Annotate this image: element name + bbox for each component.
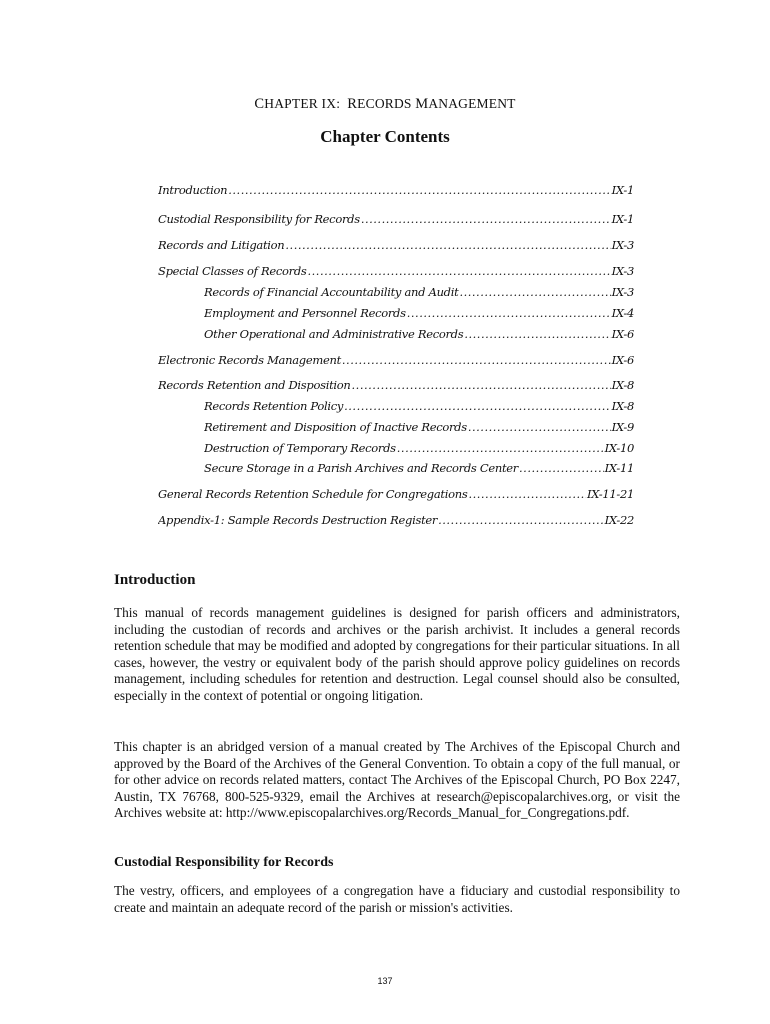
toc-leader-dots bbox=[342, 353, 611, 367]
toc-entry-page: IX-1 bbox=[611, 183, 634, 197]
toc-entry[interactable] bbox=[158, 238, 634, 254]
toc-entry-title: Appendix-1: Sample Records Destruction Register bbox=[158, 513, 438, 527]
toc-entry-title: Electronic Records Management bbox=[158, 353, 341, 367]
introduction-paragraph-1: This manual of records management guidelines is designed for parish officers and administrators, including the custodian of records and archives or the parish archivist. It includes a general records retention schedule that may be modified and adopted by congregations for their particular situations. In all cases, however, the vestry or equivalent body of the parish should approve policy guidelines on records management, including schedules for retention and destruction. Legal counsel should also be consulted, especially in the context of potential or ongoing litigation. bbox=[114, 605, 680, 703]
chapter-heading: CHAPTER IX: RECORDS MANAGEMENT bbox=[254, 96, 516, 112]
toc-leader-dots bbox=[361, 212, 611, 226]
custodial-paragraph-1: The vestry, officers, and employees of a congregation have a fiduciary and custodial responsibility to create and maintain an adequate record of the parish or mission's activities. bbox=[114, 883, 680, 915]
toc-entry-page: IX-4 bbox=[611, 306, 634, 320]
toc-subentry[interactable] bbox=[204, 461, 634, 477]
toc-entry-page: IX-22 bbox=[604, 513, 634, 527]
introduction-paragraph-2: This chapter is an abridged version of a manual created by The Archives of the Episcopal Church and approved by the Board of the Archives of the General Convention. To obtain a copy of the full manual, or for other advice on records related matters, contact The Archives of the Episcopal Church, PO Box 2247, Austin, TX 76768, 800-525-9329, email the Archives at research@episcopalarchives.org, or visit the Archives website at: http://www.episcopalarchives.org/Records_Manual_for_Congregations.pdf. bbox=[114, 739, 680, 821]
toc-entry-title: Destruction of Temporary Records bbox=[204, 441, 396, 455]
toc-entry-page: IX-8 bbox=[611, 399, 634, 413]
toc-entry-page: IX-11 bbox=[604, 461, 634, 475]
toc-entry[interactable] bbox=[158, 264, 634, 280]
toc-entry-page: IX-9 bbox=[611, 420, 634, 434]
toc-entry-page: IX-1 bbox=[611, 212, 634, 226]
toc-entry-page: IX-11-21 bbox=[587, 487, 634, 501]
toc-entry[interactable] bbox=[158, 353, 634, 369]
toc-leader-dots bbox=[307, 264, 610, 278]
toc-entry-page: IX-10 bbox=[604, 441, 634, 455]
toc-leader-dots bbox=[344, 399, 611, 413]
toc-entry-page: IX-6 bbox=[611, 353, 634, 367]
toc-entry-page: IX-8 bbox=[611, 378, 634, 392]
toc-entry[interactable] bbox=[158, 212, 634, 228]
toc-entry-title: Introduction bbox=[158, 183, 228, 197]
toc-leader-dots bbox=[464, 327, 610, 341]
toc-subentry[interactable] bbox=[204, 420, 634, 436]
toc-entry-title: Records Retention Policy bbox=[204, 399, 344, 413]
toc-entry-title: Records and Litigation bbox=[158, 238, 285, 252]
toc-leader-dots bbox=[407, 306, 611, 320]
toc-subentry[interactable] bbox=[204, 327, 634, 343]
contents-title: Chapter Contents bbox=[320, 127, 450, 146]
toc-entry-title: Employment and Personnel Records bbox=[204, 306, 406, 320]
toc-entry-title: Records Retention and Disposition bbox=[158, 378, 351, 392]
toc-entry-page: IX-6 bbox=[611, 327, 634, 341]
toc-leader-dots bbox=[459, 285, 610, 299]
toc-entry-title: Secure Storage in a Parish Archives and Records Center bbox=[204, 461, 519, 475]
toc-entry-page: IX-3 bbox=[611, 264, 634, 278]
toc-entry[interactable] bbox=[158, 487, 634, 503]
toc-leader-dots bbox=[468, 487, 586, 501]
toc-entry-title: Custodial Responsibility for Records bbox=[158, 212, 360, 226]
toc-leader-dots bbox=[352, 378, 611, 392]
introduction-heading: Introduction bbox=[114, 572, 196, 588]
toc-entry-title: Retirement and Disposition of Inactive Records bbox=[204, 420, 467, 434]
toc-leader-dots bbox=[285, 238, 610, 252]
toc-subentry[interactable] bbox=[204, 399, 634, 415]
toc-subentry[interactable] bbox=[204, 306, 634, 322]
toc-entry-title: General Records Retention Schedule for Congregations bbox=[158, 487, 468, 501]
toc-subentry[interactable] bbox=[204, 285, 634, 301]
toc-entry-page: IX-3 bbox=[611, 285, 634, 299]
toc-entry-title: Records of Financial Accountability and Audit bbox=[204, 285, 459, 299]
toc-entry[interactable] bbox=[158, 378, 634, 394]
toc-leader-dots bbox=[397, 441, 604, 455]
custodial-heading: Custodial Responsibility for Records bbox=[114, 855, 334, 870]
toc-subentry[interactable] bbox=[204, 441, 634, 457]
toc-leader-dots bbox=[438, 513, 604, 527]
toc-entry[interactable] bbox=[158, 183, 634, 199]
toc-entry-title: Other Operational and Administrative Records bbox=[204, 327, 464, 341]
toc-entry[interactable] bbox=[158, 513, 634, 529]
toc-entry-page: IX-3 bbox=[611, 238, 634, 252]
toc-entry-title: Special Classes of Records bbox=[158, 264, 307, 278]
toc-leader-dots bbox=[228, 183, 610, 197]
toc-leader-dots bbox=[519, 461, 604, 475]
page-number: 137 bbox=[377, 976, 393, 986]
toc-leader-dots bbox=[468, 420, 611, 434]
